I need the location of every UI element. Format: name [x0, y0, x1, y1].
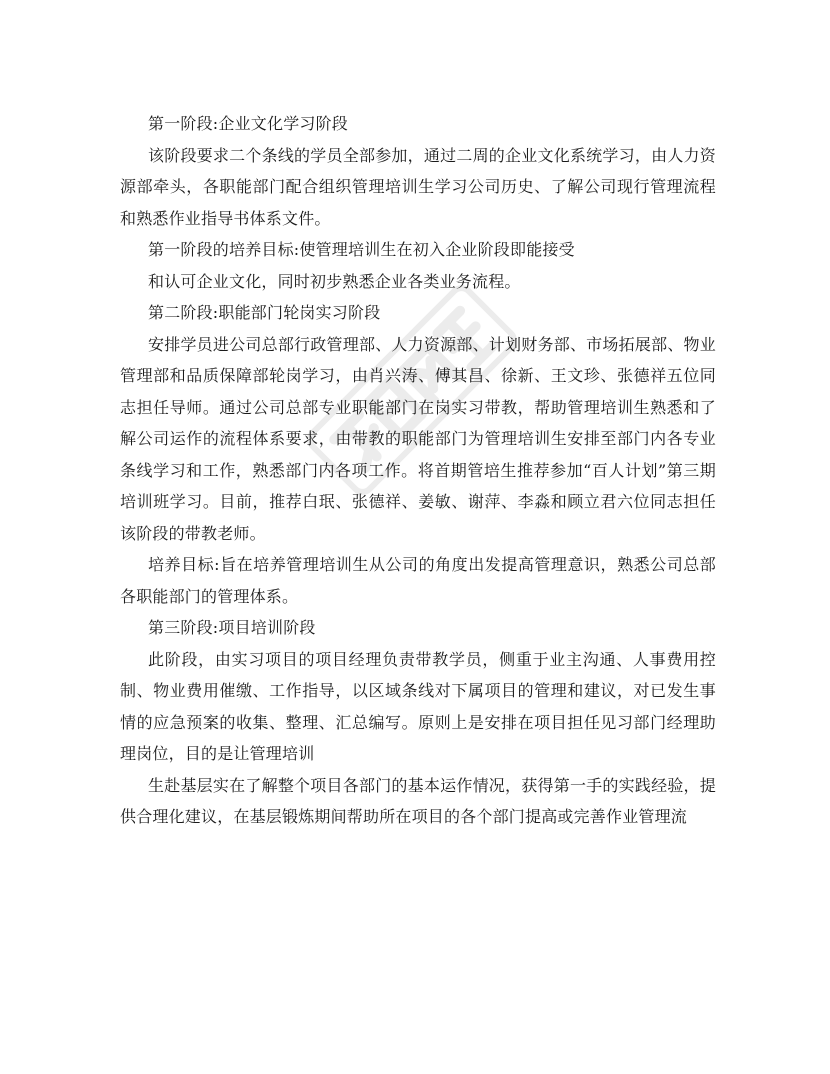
paragraph-stage1-heading: 第一阶段:企业文化学习阶段: [148, 114, 348, 133]
paragraph-stage1-goal-continued: 和认可企业文化，同时初步熟悉企业各类业务流程。: [148, 271, 521, 291]
paragraph-stage1-description: 该阶段要求二个条线的学员全部参加，通过二周的企业文化系统学习，由人力资源部牵头，各职能部门配合组织管理培训生学习公司历史、了解公司现行管理流程和熟悉作业指导书体系文件。: [120, 145, 716, 228]
paragraph-stage2-goal: 培养目标:旨在培养管理培训生从公司的角度出发提高管理意识，熟悉公司总部各职能部门的管理体系。: [120, 555, 716, 606]
paragraph-stage3-continued: 生赴基层实在了解整个项目各部门的基本运作情况，获得第一手的实践经验，提供合理化建议，在基层锻炼期间帮助所在项目的各个部门提高或完善作业管理流: [120, 775, 716, 826]
document-body: [120, 108, 716, 833]
paragraph-stage2-description: 安排学员进公司总部行政管理部、人力资源部、计划财务部、市场拓展部、物业管理部和品质保障部轮岗学习，由肖兴涛、傅其昌、徐新、王文珍、张德祥五位同志担任导师。通过公司总部专业职能部门在岗实习带教，帮助管理培训生熟悉和了解公司运作的流程体系要求，由带教的职能部门为管理培训生安排至部门内各专业条线学习和工作，熟悉部门内各项工作。将首期管培生推荐参加“百人计划”第三期培训班学习。目前，推荐白珉、张德祥、姜敏、谢萍、李淼和顾立君六位同志担任该阶段的带教老师。: [120, 334, 716, 543]
paragraph-stage3-description: 此阶段，由实习项目的项目经理负责带教学员，侧重于业主沟通、人事费用控制、物业费用催缴、工作指导，以区域条线对下属项目的管理和建议，对已发生事情的应急预案的收集、整理、汇总编写。原则上是安排在项目担任见习部门经理助理岗位，目的是让管理培训: [120, 649, 716, 763]
paragraph-stage2-heading: 第二阶段:职能部门轮岗实习阶段: [148, 303, 381, 322]
paragraph-stage3-heading: 第三阶段:项目培训阶段: [148, 618, 316, 637]
paragraph-stage1-goal: 第一阶段的培养目标:使管理培训生在初入企业阶段即能接受: [148, 240, 575, 259]
